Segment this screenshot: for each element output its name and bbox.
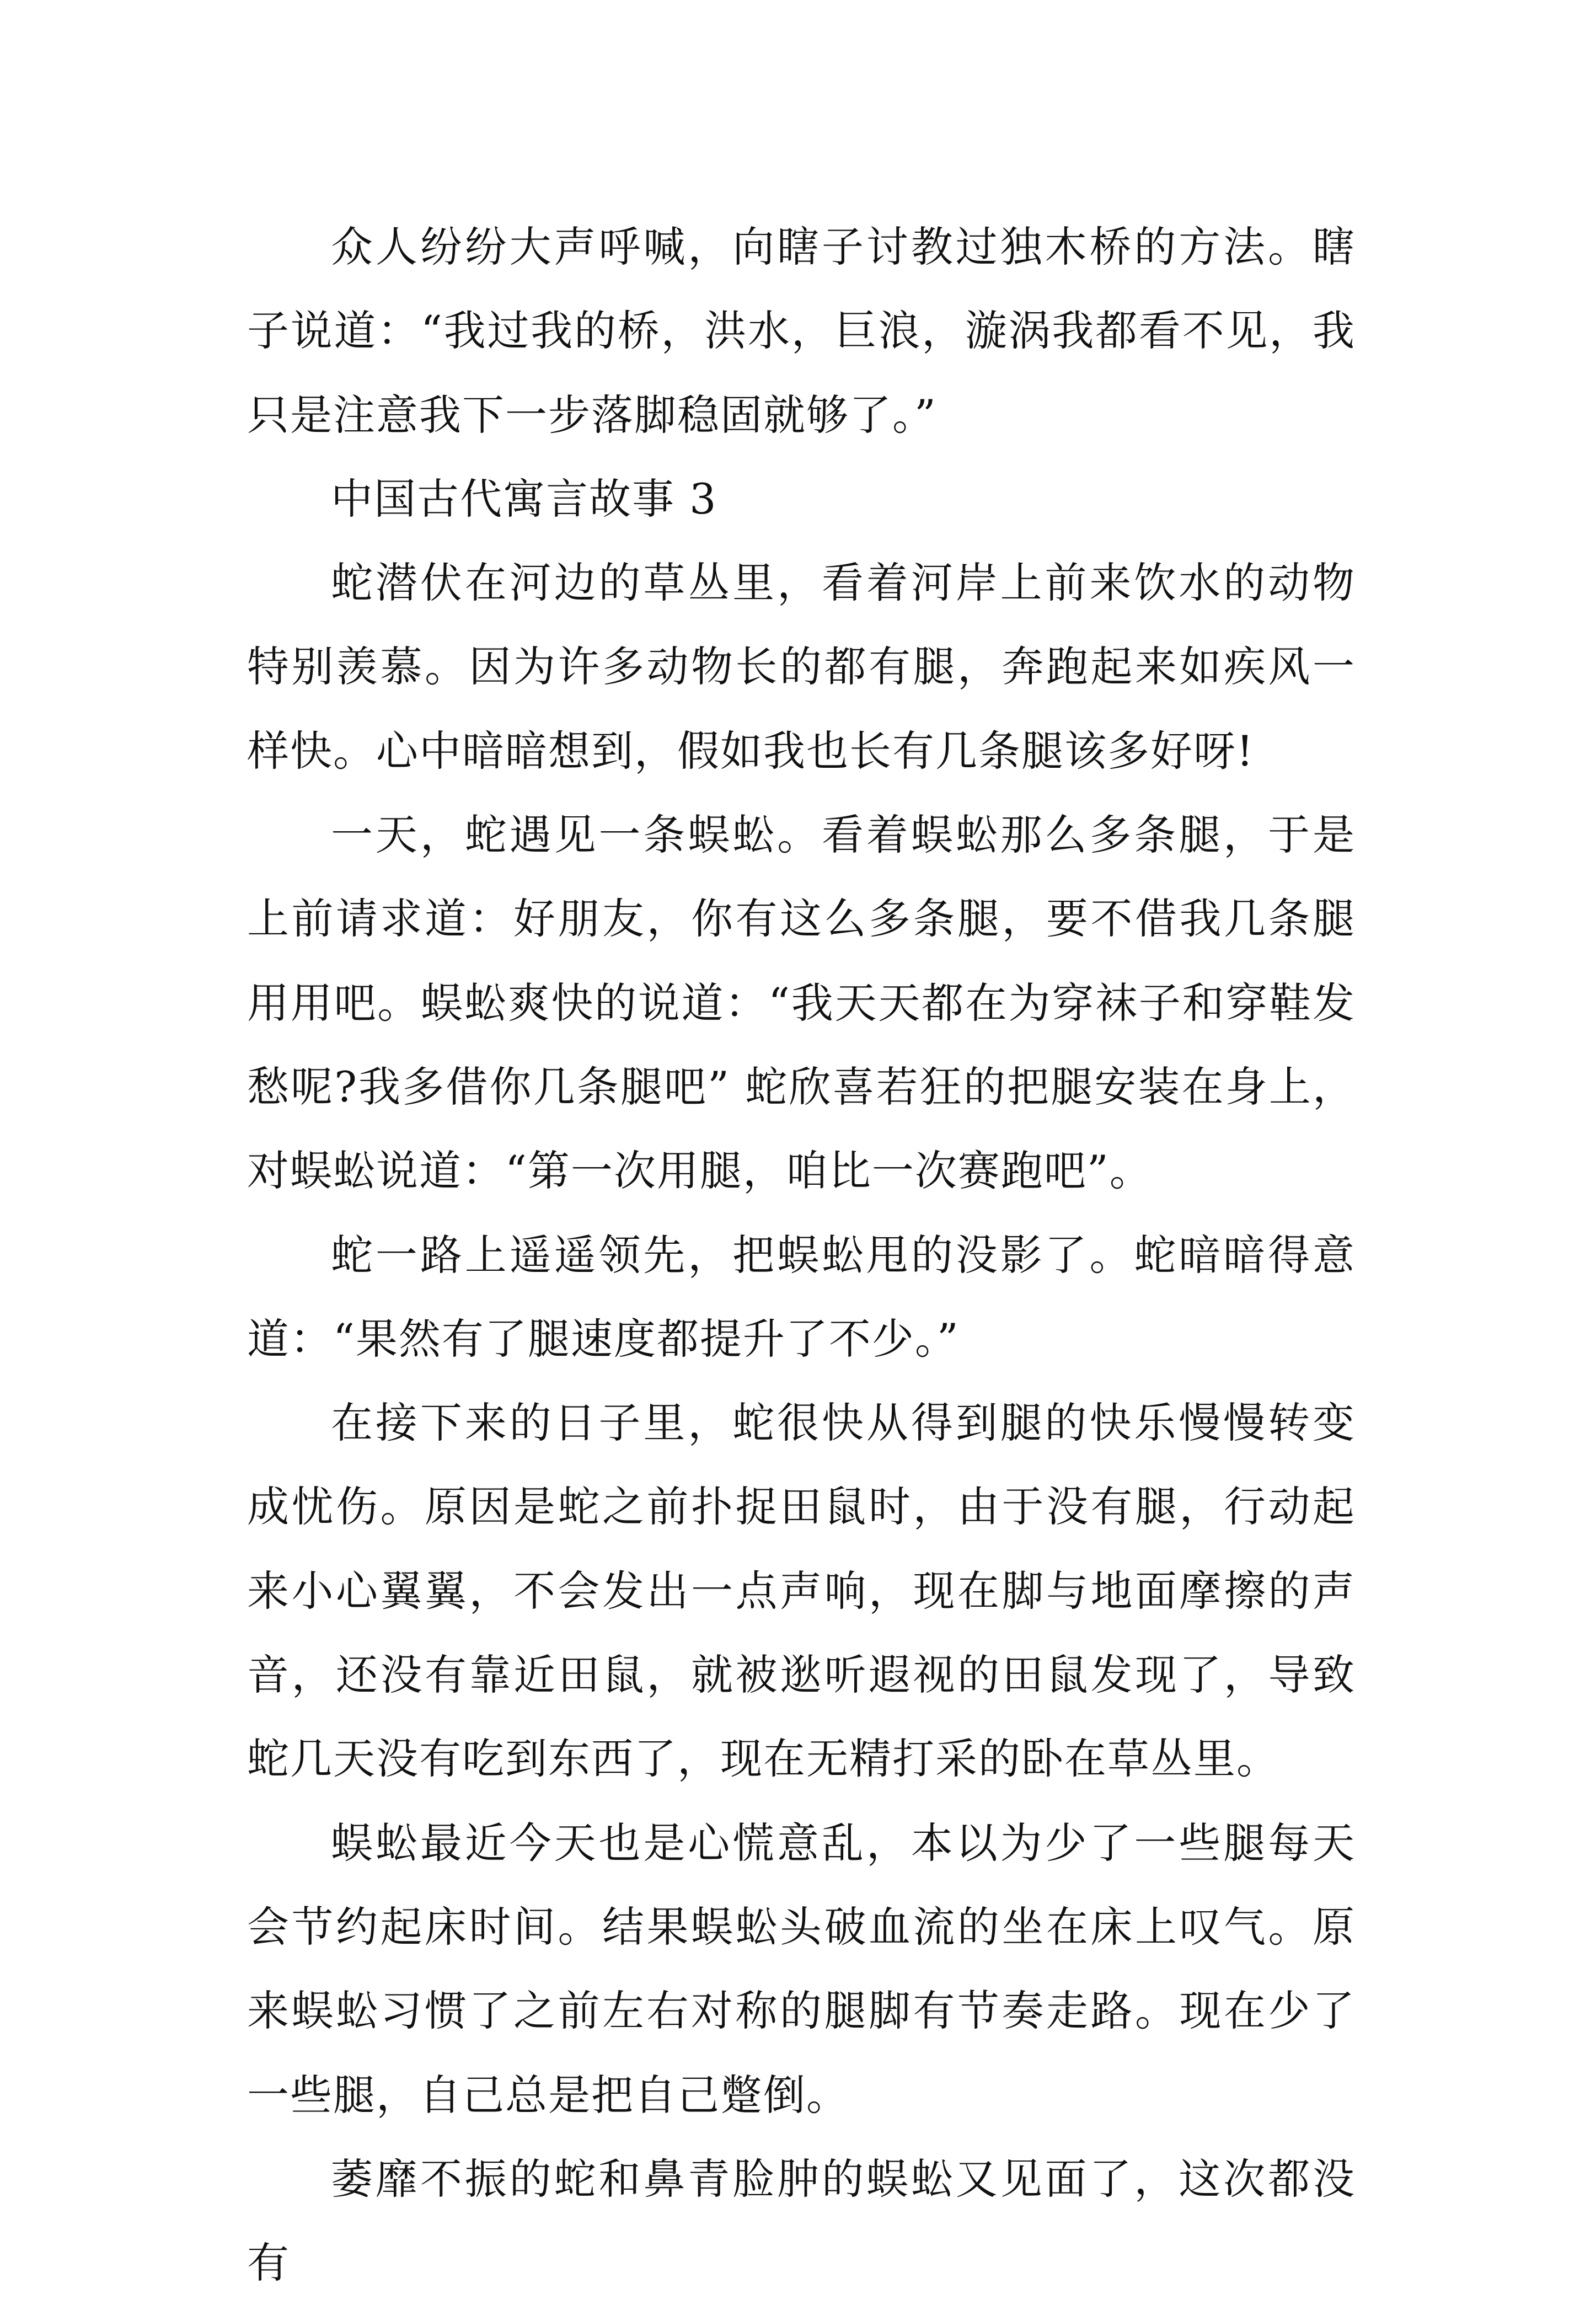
paragraph-3: 一天，蛇遇见一条蜈蚣。看着蜈蚣那么多条腿，于是上前请求道：好朋友，你有这么多条腿，要不借我几条腿用用吧。蜈蚣爽快的说道：“我天天都在为穿袜子和穿鞋发愁呢?我多借你几条腿吧” 蛇欣喜若狂的把腿安装在身上，对蜈蚣说道：“第一次用腿，咱比一次赛跑吧”。 — [247, 810, 1356, 1196]
paragraph-2: 蛇潜伏在河边的草丛里，看着河岸上前来饮水的动物特别羡慕。因为许多动物长的都有腿，奔跑起来如疾风一样快。心中暗暗想到，假如我也长有几条腿该多好呀! — [247, 558, 1356, 776]
paragraph-1: 众人纷纷大声呼喊，向瞎子讨教过独木桥的方法。瞎子说道：“我过我的桥，洪水，巨浪，漩涡我都看不见，我只是注意我下一步落脚稳固就够了。” — [247, 222, 1356, 440]
paragraph-6: 蜈蚣最近今天也是心慌意乱，本以为少了一些腿每天会节约起床时间。结果蜈蚣头破血流的坐在床上叹气。原来蜈蚣习惯了之前左右对称的腿脚有节奏走路。现在少了一些腿，自己总是把自己蹩倒。 — [247, 1818, 1356, 2120]
body-text — [247, 205, 1356, 2305]
paragraph-5: 在接下来的日子里，蛇很快从得到腿的快乐慢慢转变成忧伤。原因是蛇之前扑捉田鼠时，由于没有腿，行动起来小心翼翼，不会发出一点声响，现在脚与地面摩擦的声音，还没有靠近田鼠，就被逖听遐视的田鼠发现了，导致蛇几天没有吃到东西了，现在无精打采的卧在草丛里。 — [247, 1398, 1356, 1784]
section-heading: 中国古代寓言故事 3 — [331, 474, 717, 523]
paragraph-4: 蛇一路上遥遥领先，把蜈蚣甩的没影了。蛇暗暗得意道：“果然有了腿速度都提升了不少。” — [247, 1230, 1356, 1363]
paragraph-7: 萎靡不振的蛇和鼻青脸肿的蜈蚣又见面了，这次都没有 — [247, 2154, 1356, 2288]
